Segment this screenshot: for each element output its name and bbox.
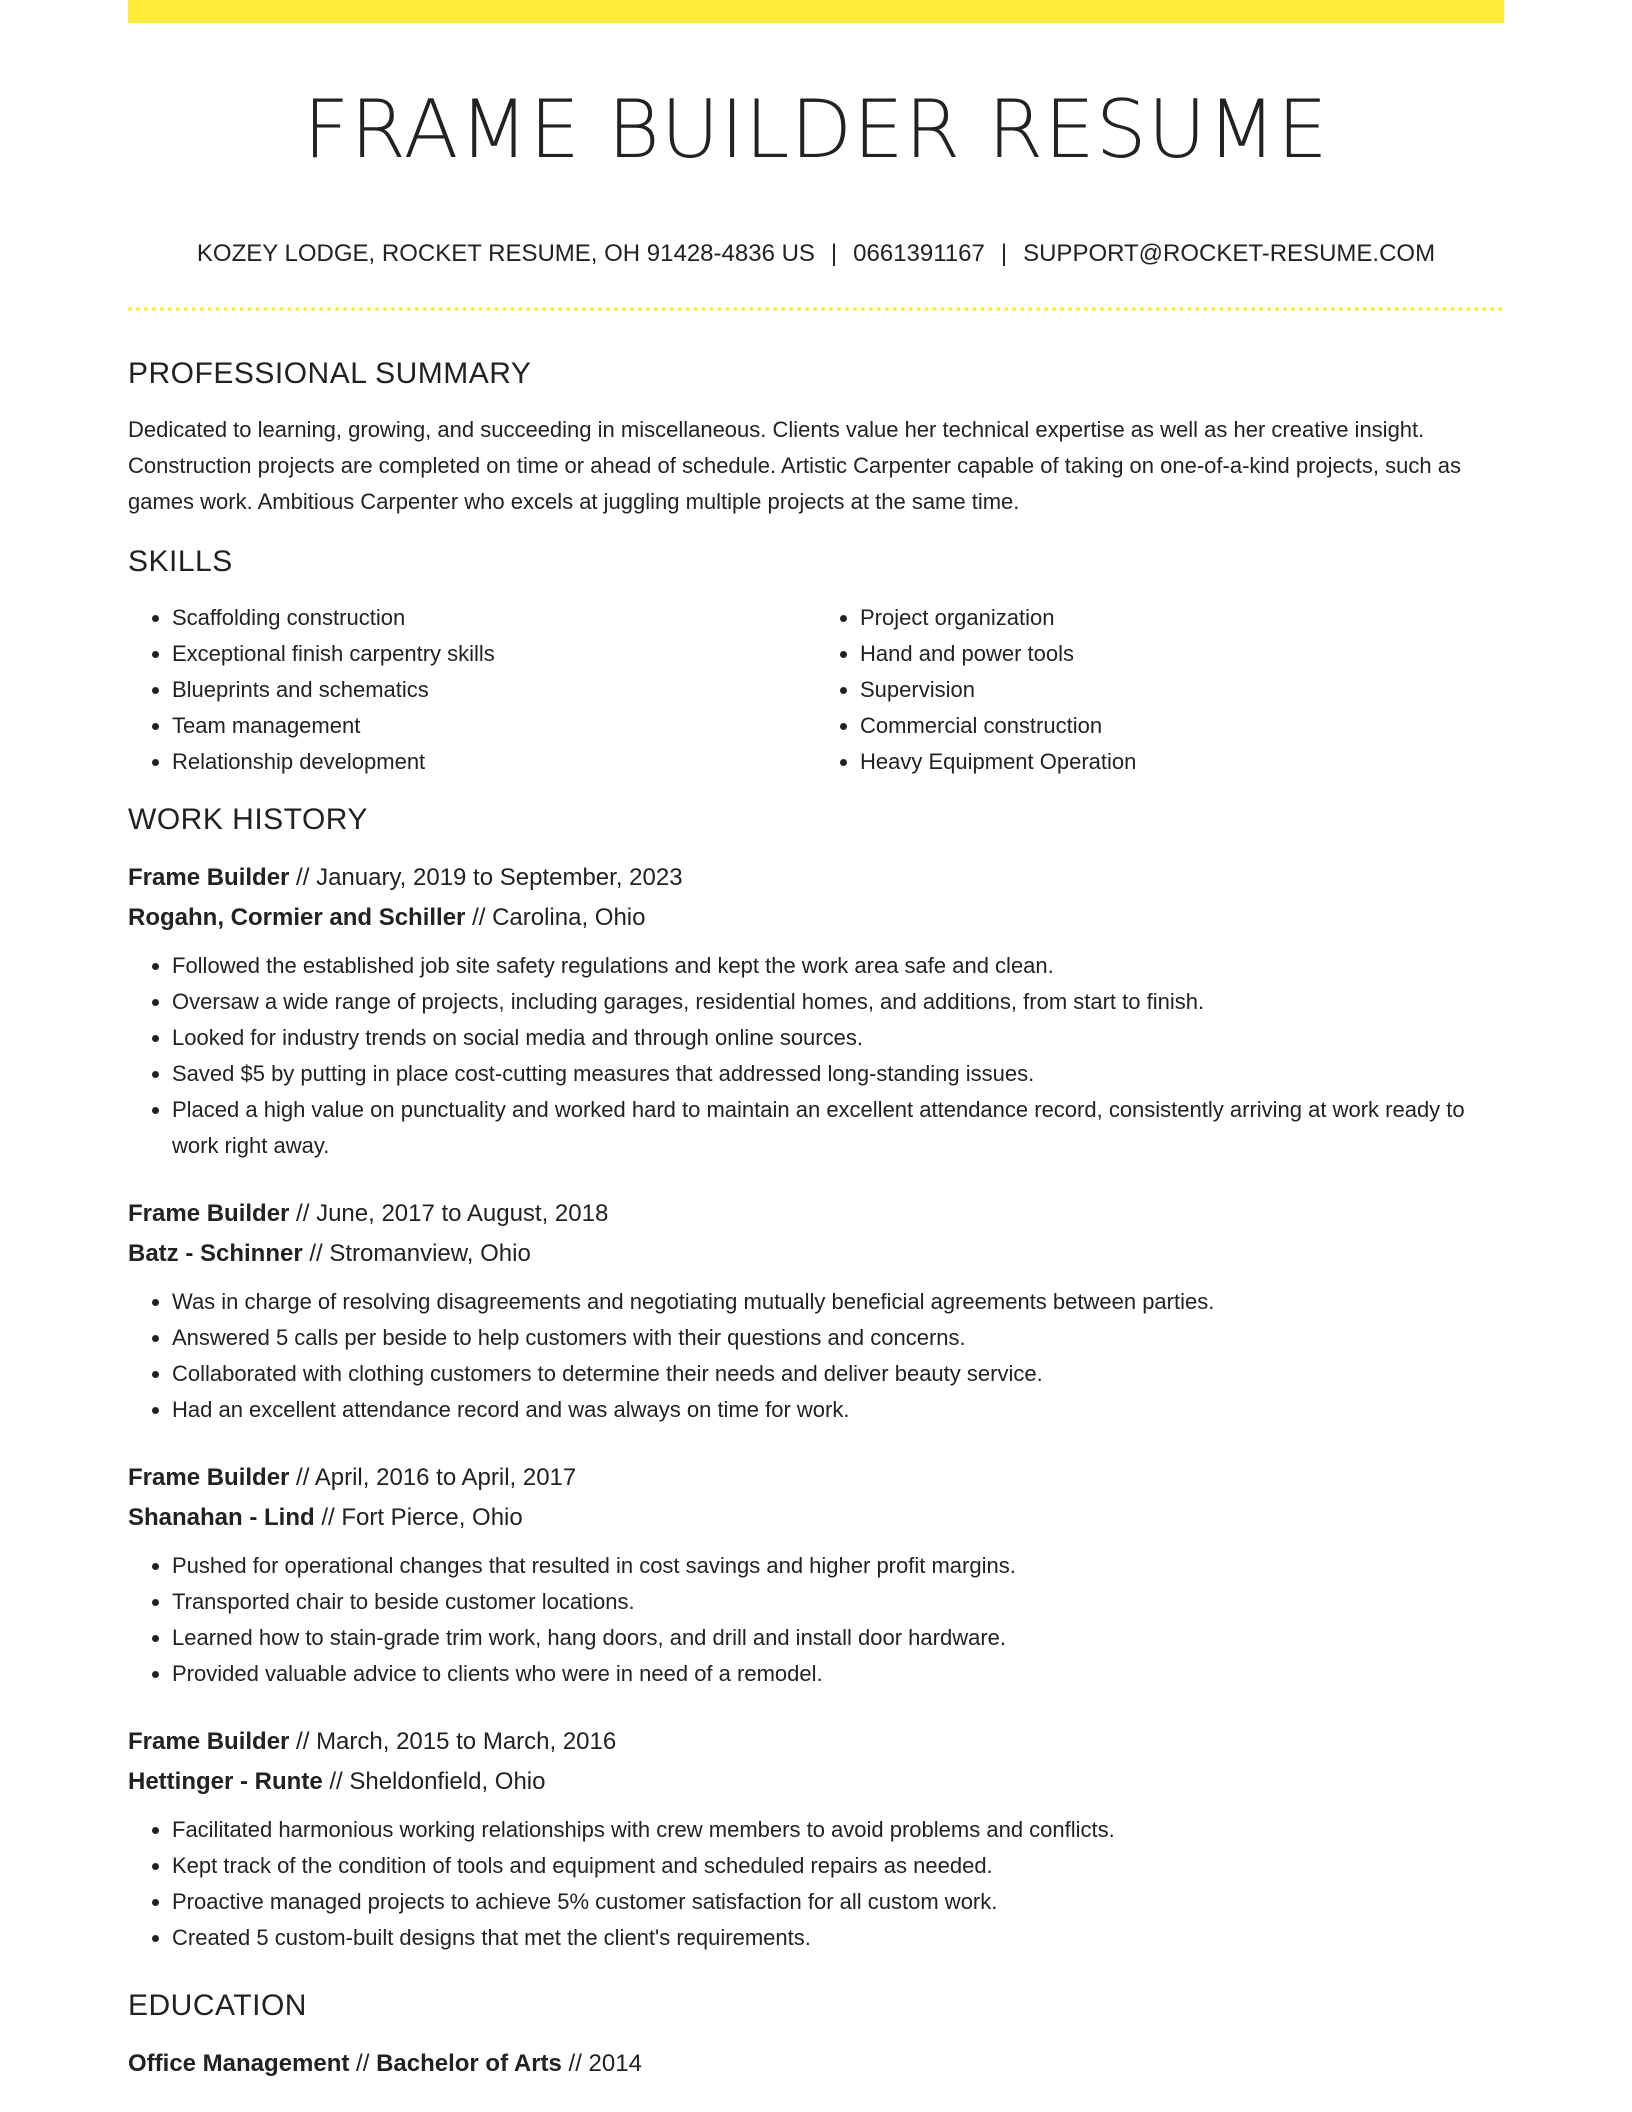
job-company-line — [128, 1762, 1504, 1802]
education-heading: EDUCATION — [128, 1989, 307, 2022]
job-entry — [128, 1194, 1504, 1428]
job-bullet: • Transported chair to beside customer locations. — [172, 1584, 1504, 1620]
summary-text: Dedicated to learning, growing, and succeeding in miscellaneous. Clients value her technical expertise as well as her creative insight. Construction projects are completed on time or ahead of schedule. Artistic Carpenter capable of taking on one-of-a-kind projects, such as games work. Ambitious Carpenter who excels at juggling multiple projects at the same time. — [128, 417, 1461, 514]
job-location: Carolina, Ohio — [492, 904, 646, 931]
skills-list-left — [128, 600, 816, 780]
job-bullet: • Oversaw a wide range of projects, including garages, residential homes, and additions, from start to finish. — [172, 984, 1504, 1020]
skill-item: • Team management — [172, 708, 816, 744]
education-separator: // — [349, 2050, 377, 2077]
skill-item: • Commercial construction — [860, 708, 1504, 744]
skill-item: • Project organization — [860, 600, 1504, 636]
skill-item: • Relationship development — [172, 744, 816, 780]
job-bullet: • Provided valuable advice to clients who were in need of a remodel. — [172, 1656, 1504, 1692]
job-company-line — [128, 898, 1504, 938]
job-title: Frame Builder — [128, 1464, 290, 1491]
job-bullet: • Looked for industry trends on social media and through online sources. — [172, 1020, 1504, 1056]
job-entry — [128, 1722, 1504, 1956]
job-separator: // — [289, 1464, 315, 1491]
job-bullet: • Answered 5 calls per beside to help customers with their questions and concerns. — [172, 1320, 1504, 1356]
resume-title: FRAME BUILDER RESUME — [303, 83, 1329, 176]
job-bullet: • Was in charge of resolving disagreements and negotiating mutually beneficial agreements between parties. — [172, 1284, 1504, 1320]
summary-heading: PROFESSIONAL SUMMARY — [128, 357, 532, 390]
skill-item: • Blueprints and schematics — [172, 672, 816, 708]
skill-item: • Scaffolding construction — [172, 600, 816, 636]
job-bullet: • Placed a high value on punctuality and worked hard to maintain an excellent attendance record, consistently arriving at work ready to work right away. — [172, 1092, 1504, 1164]
job-company: Shanahan - Lind — [128, 1504, 315, 1531]
contact-address: KOZEY LODGE, ROCKET RESUME, OH 91428-4836 US — [196, 240, 815, 267]
contact-separator: | — [1000, 240, 1008, 267]
job-location: Stromanview, Ohio — [329, 1240, 531, 1267]
job-separator: // — [289, 1728, 317, 1755]
job-bullet: • Learned how to stain-grade trim work, hang doors, and drill and install door hardware. — [172, 1620, 1504, 1656]
job-separator: // — [465, 904, 493, 931]
job-bullet: • Collaborated with clothing customers to determine their needs and deliver beauty service. — [172, 1356, 1504, 1392]
job-entry — [128, 1458, 1504, 1692]
job-separator: // — [289, 1200, 317, 1227]
skills-columns — [128, 600, 1504, 780]
job-bullet: • Followed the established job site safety regulations and kept the work area safe and clean. — [172, 948, 1504, 984]
job-bullets — [128, 1284, 1504, 1428]
job-dates: March, 2015 to March, 2016 — [316, 1728, 617, 1755]
job-separator: // — [289, 864, 317, 891]
work-history-section — [128, 800, 1504, 1956]
work-history-heading: WORK HISTORY — [128, 803, 368, 836]
job-company: Batz - Schinner — [128, 1240, 303, 1267]
job-title-line — [128, 1458, 1504, 1498]
job-bullets — [128, 1812, 1504, 1956]
job-title-line — [128, 1722, 1504, 1762]
job-bullets — [128, 1548, 1504, 1692]
job-bullet: • Pushed for operational changes that resulted in cost savings and higher profit margins. — [172, 1548, 1504, 1584]
job-company: Rogahn, Cormier and Schiller — [128, 904, 466, 931]
contact-line — [128, 236, 1504, 272]
job-bullet: • Saved $5 by putting in place cost-cutting measures that addressed long-standing issues. — [172, 1056, 1504, 1092]
job-entry — [128, 858, 1504, 1164]
education-degree: Bachelor of Arts — [376, 2050, 562, 2077]
job-bullet: • Proactive managed projects to achieve 5% customer satisfaction for all custom work. — [172, 1884, 1504, 1920]
job-dates: April, 2016 to April, 2017 — [314, 1464, 577, 1491]
resume-content — [128, 354, 1504, 2084]
job-location: Fort Pierce, Ohio — [341, 1504, 523, 1531]
education-field: Office Management — [128, 2050, 350, 2077]
skills-section — [128, 542, 1504, 780]
contact-email: SUPPORT@ROCKET-RESUME.COM — [1023, 240, 1436, 267]
job-bullets — [128, 948, 1504, 1164]
job-title: Frame Builder — [128, 1728, 290, 1755]
skill-item: • Supervision — [860, 672, 1504, 708]
job-company-line — [128, 1498, 1504, 1538]
job-dates: January, 2019 to September, 2023 — [316, 864, 683, 891]
education-section — [128, 1986, 1504, 2084]
job-bullet: • Facilitated harmonious working relationships with crew members to avoid problems and conflicts. — [172, 1812, 1504, 1848]
job-company: Hettinger - Runte — [128, 1768, 323, 1795]
job-separator: // — [322, 1768, 350, 1795]
accent-bar — [128, 0, 1504, 23]
summary-section — [128, 354, 1504, 520]
skill-item: • Hand and power tools — [860, 636, 1504, 672]
job-dates: June, 2017 to August, 2018 — [316, 1200, 609, 1227]
job-company-line — [128, 1234, 1504, 1274]
job-title-line — [128, 1194, 1504, 1234]
job-bullet: • Kept track of the condition of tools and equipment and scheduled repairs as needed. — [172, 1848, 1504, 1884]
job-bullet: • Created 5 custom-built designs that met the client's requirements. — [172, 1920, 1504, 1956]
contact-phone: 0661391167 — [853, 240, 985, 267]
skill-item: • Heavy Equipment Operation — [860, 744, 1504, 780]
skills-heading: SKILLS — [128, 545, 233, 578]
skills-list-right — [816, 600, 1504, 780]
job-location: Sheldonfield, Ohio — [349, 1768, 546, 1795]
header-divider — [128, 307, 1504, 311]
job-separator: // — [302, 1240, 330, 1267]
job-separator: // — [314, 1504, 342, 1531]
education-separator: // — [561, 2050, 589, 2077]
job-title: Frame Builder — [128, 864, 290, 891]
education-entry — [128, 2044, 1504, 2084]
education-year: 2014 — [588, 2050, 642, 2077]
skill-item: • Exceptional finish carpentry skills — [172, 636, 816, 672]
contact-separator: | — [830, 240, 838, 267]
job-title: Frame Builder — [128, 1200, 290, 1227]
job-bullet: • Had an excellent attendance record and was always on time for work. — [172, 1392, 1504, 1428]
job-title-line — [128, 858, 1504, 898]
